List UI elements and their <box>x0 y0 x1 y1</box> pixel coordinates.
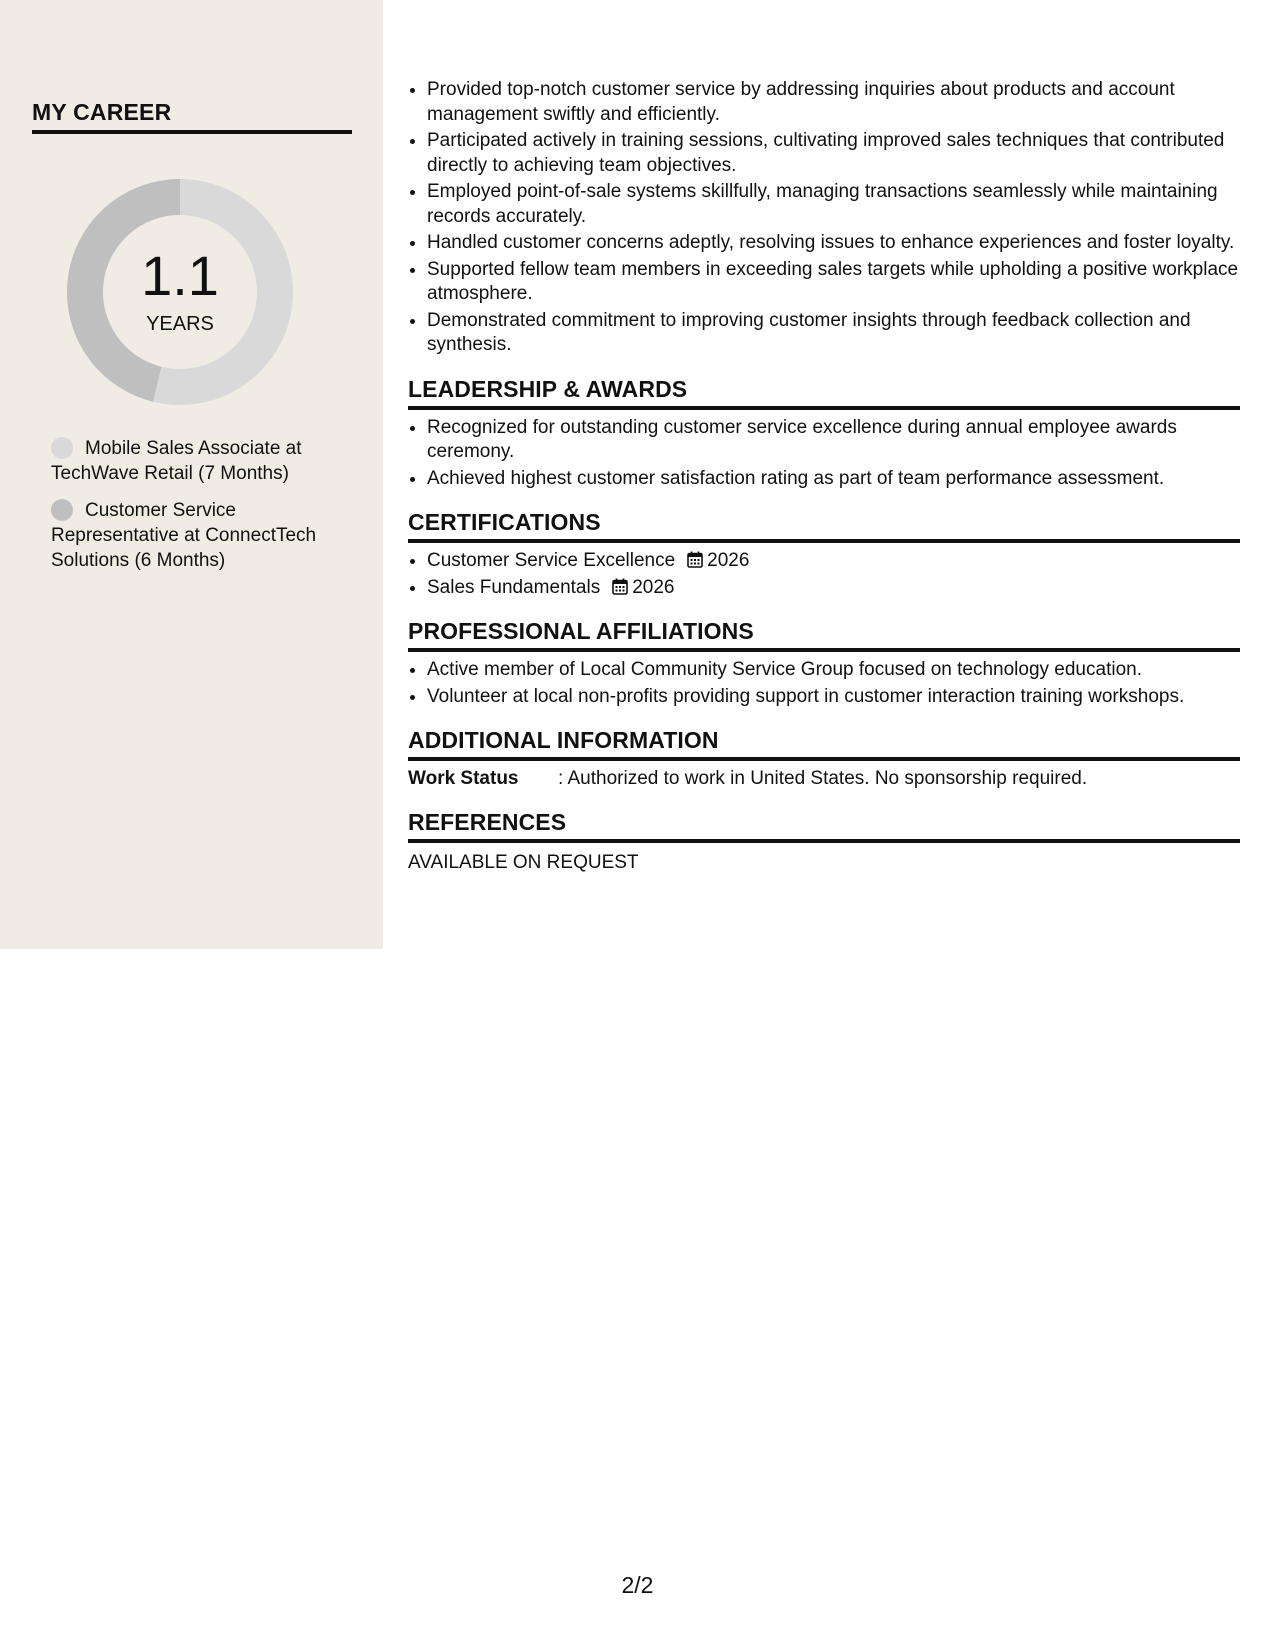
career-years-unit: YEARS <box>146 313 214 335</box>
calendar-icon <box>612 578 628 595</box>
affiliations-heading: PROFESSIONAL AFFILIATIONS <box>408 616 1240 652</box>
experience-bullet: • Handled customer concerns adeptly, resolving issues to enhance experiences and foster loyalty. <box>427 231 1240 256</box>
certification-item <box>427 549 1240 574</box>
career-years-value: 1.1 <box>141 244 219 307</box>
affiliations-list <box>408 658 1240 709</box>
career-heading: MY CAREER <box>32 97 352 134</box>
career-legend-item <box>51 498 341 573</box>
certifications-heading: CERTIFICATIONS <box>408 507 1240 543</box>
legend-dot <box>51 437 73 459</box>
leadership-heading: LEADERSHIP & AWARDS <box>408 374 1240 410</box>
experience-bullet: • Supported fellow team members in exceeding sales targets while upholding a positive workplace atmosphere. <box>427 258 1240 307</box>
certification-year: 2026 <box>707 550 750 571</box>
work-status-row <box>408 767 1240 791</box>
affiliation-item: • Active member of Local Community Service Group focused on technology education. <box>427 658 1240 683</box>
work-status-value: : Authorized to work in United States. No sponsorship required. <box>558 768 1088 789</box>
calendar-icon <box>687 551 703 568</box>
leadership-item: • Recognized for outstanding customer service excellence during annual employee awards ceremony. <box>427 416 1240 465</box>
references-heading: REFERENCES <box>408 807 1240 843</box>
certification-year: 2026 <box>632 576 675 598</box>
main-content <box>408 78 1240 875</box>
experience-bullet: • Demonstrated commitment to improving customer insights through feedback collection and synthesis. <box>427 309 1240 358</box>
certification-date <box>687 550 749 571</box>
career-legend-item <box>51 436 341 486</box>
career-donut-chart <box>62 174 298 410</box>
experience-bullet: • Employed point-of-sale systems skillfully, managing transactions seamlessly while maintaining records accurately. <box>427 180 1240 229</box>
references-text: AVAILABLE ON REQUEST <box>408 852 639 873</box>
leadership-item: • Achieved highest customer satisfaction rating as part of team performance assessment. <box>427 467 1240 492</box>
affiliation-item: • Volunteer at local non-profits providing support in customer interaction training workshops. <box>427 685 1240 710</box>
certification-name: Customer Service Excellence <box>427 550 676 571</box>
additional-info-heading: ADDITIONAL INFORMATION <box>408 725 1240 761</box>
page-number: 2/2 <box>621 1572 654 1598</box>
leadership-list <box>408 416 1240 492</box>
work-status-label: Work Status <box>408 768 519 789</box>
career-legend-label: Customer Service Representative at ConnectTech Solutions (6 Months) <box>51 500 317 571</box>
experience-bullet: • Participated actively in training sessions, cultivating improved sales techniques that contributed directly to achieving team objectives. <box>427 129 1240 178</box>
certification-item <box>427 576 1240 601</box>
career-legend <box>51 436 341 585</box>
experience-bullet: • Provided top-notch customer service by addressing inquiries about products and account management swiftly and efficiently. <box>427 78 1240 127</box>
experience-bullets <box>408 78 1240 358</box>
career-legend-label: Mobile Sales Associate at TechWave Retail (7 Months) <box>51 438 302 484</box>
certification-name: Sales Fundamentals <box>427 576 601 598</box>
certification-date <box>612 577 674 598</box>
certifications-list <box>408 549 1240 600</box>
legend-dot <box>51 499 73 521</box>
sidebar <box>0 0 383 949</box>
